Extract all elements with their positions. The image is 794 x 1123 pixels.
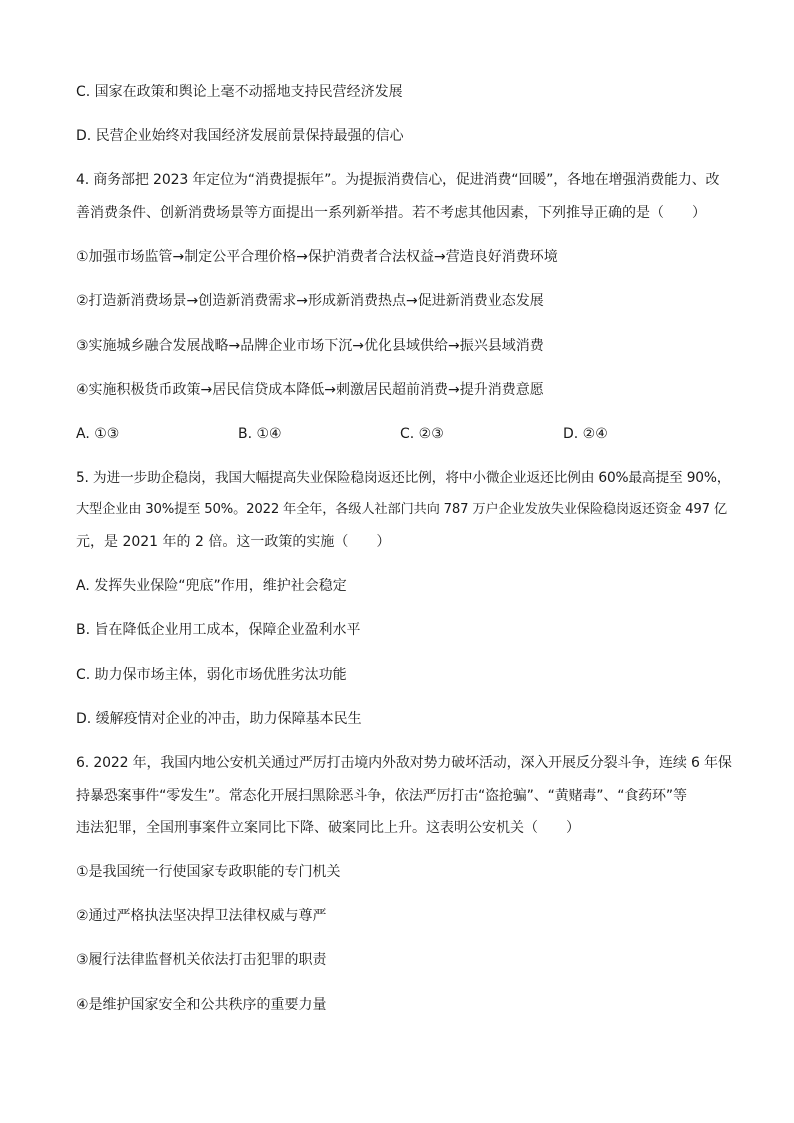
q5-stem-line-2: 大型企业由 30%提至 50%。2022 年全年，各级人社部门共向 787 万户企业发放失业保险稳岗返还资金 497 亿 [76, 502, 727, 517]
q4-options-row [76, 424, 736, 444]
q5-option-c: C. 助力保市场主体，弱化市场优胜劣汰功能 [76, 667, 347, 683]
q4-statement-2: ②打造新消费场景→创造新消费需求→形成新消费热点→促进新消费业态发展 [76, 293, 544, 309]
q6-statement-2: ②通过严格执法坚决捍卫法律权威与尊严 [76, 908, 327, 924]
q3-option-d: D. 民营企业始终对我国经济发展前景保持最强的信心 [76, 128, 404, 144]
q6-statement-3: ③履行法律监督机关依法打击犯罪的职责 [76, 952, 327, 968]
q4-statement-3: ③实施城乡融合发展战略→品牌企业市场下沉→优化县域供给→振兴县域消费 [76, 338, 544, 354]
q5-stem-line-1: 5. 为进一步助企稳岗，我国大幅提高失业保险稳岗返还比例，将中小微企业返还比例由 60%最高提至 90%， [76, 470, 731, 486]
q6-stem-line-1: 6. 2022 年，我国内地公安机关通过严厉打击境内外敌对势力破坏活动，深入开展反分裂斗争，连续 6 年保 [76, 755, 732, 771]
q4-option-b: B. ①④ [238, 426, 282, 442]
q5-option-a: A. 发挥失业保险“兜底”作用，维护社会稳定 [76, 578, 347, 594]
q4-statement-1: ①加强市场监管→制定公平合理价格→保护消费者合法权益→营造良好消费环境 [76, 249, 558, 265]
q4-option-d: D. ②④ [563, 426, 608, 442]
q5-stem-line-3: 元，是 2021 年的 2 倍。这一政策的实施（ ） [76, 534, 391, 550]
q4-statement-4: ④实施积极货币政策→居民信贷成本降低→刺激居民超前消费→提升消费意愿 [76, 382, 544, 398]
q5-option-b: B. 旨在降低企业用工成本，保障企业盈利水平 [76, 622, 361, 638]
q6-statement-1: ①是我国统一行使国家专政职能的专门机关 [76, 864, 341, 880]
q4-stem-line-2: 善消费条件、创新消费场景等方面提出一系列新举措。若不考虑其他因素，下列推导正确的是（ ） [76, 205, 706, 221]
q4-option-c: C. ②③ [400, 426, 444, 442]
q4-stem-line-1: 4. 商务部把 2023 年定位为“消费提振年”。为提振消费信心，促进消费“回暖”，各地在增强消费能力、改 [76, 172, 720, 188]
q4-option-a: A. ①③ [76, 426, 120, 442]
q6-stem-line-3: 违法犯罪，全国刑事案件立案同比下降、破案同比上升。这表明公安机关（ ） [76, 820, 580, 836]
q3-option-c: C. 国家在政策和舆论上毫不动摇地支持民营经济发展 [76, 84, 403, 100]
q5-option-d: D. 缓解疫情对企业的冲击，助力保障基本民生 [76, 711, 362, 727]
q6-stem-line-2: 持暴恐案事件“零发生”。常态化开展扫黑除恶斗争，依法严厉打击“盗抢骗”、“黄赌毒”、“食药环”等 [76, 788, 687, 804]
q6-statement-4: ④是维护国家安全和公共秩序的重要力量 [76, 997, 327, 1013]
